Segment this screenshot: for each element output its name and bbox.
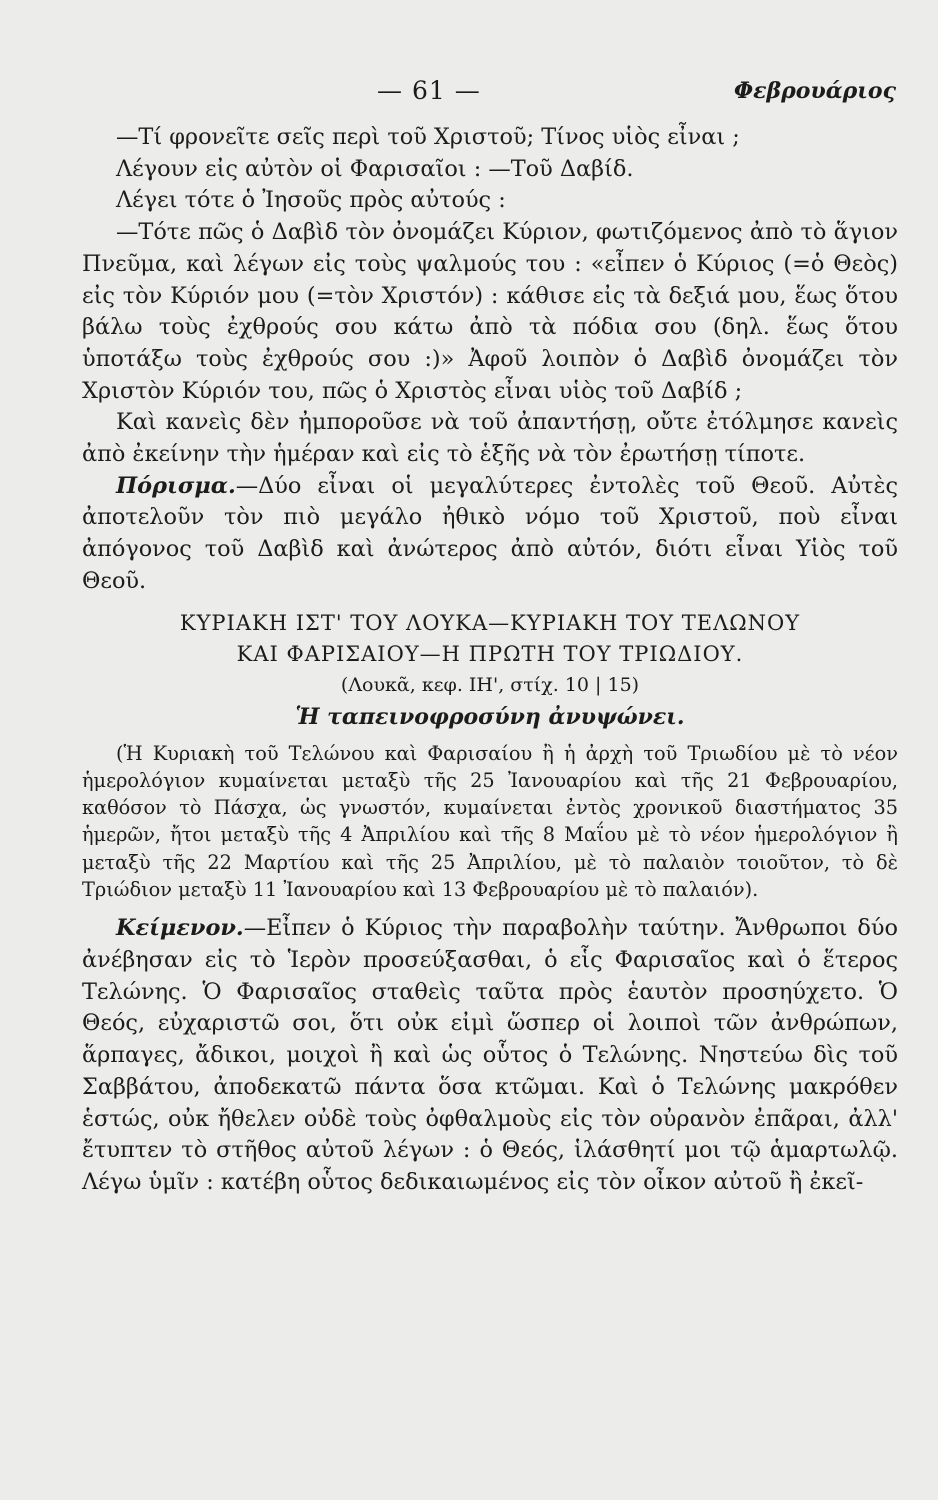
- running-head: Φεβρουάριος: [734, 78, 896, 104]
- keimenon-text: —Εἶπεν ὁ Κύριος τὴν παραβολὴν ταύτην. Ἄνθρωποι δύο ἀνέβησαν εἰς τὸ Ἱερὸν προσεύξασθαι, ὁ εἷς Φαρισαῖος καὶ ὁ ἕτερος Τελώνης. Ὁ Φαρισαῖος σταθεὶς ταῦτα πρὸς ἑαυτὸν προσηύχετο. Ὁ Θεός, εὐχαριστῶ σοι, ὅτι οὐκ εἰμὶ ὥσπερ οἱ λοιποὶ τῶν ἀνθρώπων, ἅρπαγες, ἄδικοι, μοιχοὶ ἢ καὶ ὡς οὗτος ὁ Τελώνης. Νηστεύω δὶς τοῦ Σαββάτου, ἀποδεκατῶ πάντα ὅσα κτῶμαι. Καὶ ὁ Τελώνης μακρόθεν ἑστώς, οὐκ ἤθελεν οὐδὲ τοὺς ὀφθαλμοὺς εἰς τὸν οὐρανὸν ἐπᾶραι, ἀλλ' ἔτυπτεν τὸ στῆθος αὐτοῦ λέγων : ὁ Θεός, ἱλάσθητί μοι τῷ ἁμαρτωλῷ. Λέγω ὑμῖν : κατέβη οὗτος δεδικαιωμένος εἰς τὸν οἶκον αὐτοῦ ἢ ἐκεῖ-: [82, 915, 898, 1195]
- paragraph-no-one-answered: Καὶ κανεὶς δὲν ἠμποροῦσε νὰ τοῦ ἀπαντήσῃ, οὔτε ἐτόλμησε κανεὶς ἀπὸ ἐκείνην τὴν ἡμέραν καὶ εἰς τὸ ἑξῆς νὰ τὸν ἐρωτήσῃ τίποτε.: [82, 409, 898, 468]
- paragraph-keimenon: [82, 913, 898, 1198]
- paragraph-david-psalm: —Τότε πῶς ὁ Δαβὶδ τὸν ὀνομάζει Κύριον, φωτιζόμενος ἀπὸ τὸ ἅγιον Πνεῦμα, καὶ λέγων εἰς τοὺς ψαλμούς του : «εἶπεν ὁ Κύριος (=ὁ Θεὸς) εἰς τὸν Κύριόν μου (=τὸν Χριστόν) : κάθισε εἰς τὰ δεξιά μου, ἕως ὅτου βάλω τοὺς ἐχθρούς σου κάτω ἀπὸ τὰ πόδια σου (δηλ. ἕως ὅτου ὑποτάξω τοὺς ἐχθρούς σου :)» Ἀφοῦ λοιπὸν ὁ Δαβὶδ ὀνομάζει τὸν Χριστὸν Κύριόν του, πῶς ὁ Χριστὸς εἶναι υἱὸς τοῦ Δαβίδ ;: [82, 219, 898, 404]
- paragraph-pharisees-answer: Λέγουν εἰς αὐτὸν οἱ Φαρισαῖοι : —Τοῦ Δαβίδ.: [116, 155, 634, 182]
- section-heading-line2: ΚΑΙ ΦΑΡΙΣΑΙΟΥ—Η ΠΡΩΤΗ ΤΟΥ ΤΡΙΩΔΙΟΥ.: [236, 641, 744, 666]
- section-reference: (Λουκᾶ, κεφ. ΙΗ', στίχ. 10 | 15): [340, 673, 640, 696]
- page-number: — 61 —: [377, 76, 481, 105]
- section-heading-line1: ΚΥΡΙΑΚΗ ΙΣΤ' ΤΟΥ ΛΟΥΚΑ—ΚΥΡΙΑΚΗ ΤΟΥ ΤΕΛΩΝΟΥ: [179, 610, 801, 635]
- porisma-text: —Δύο εἶναι οἱ μεγαλύτερες ἐντολὲς τοῦ Θεοῦ. Αὐτὲς ἀποτελοῦν τὸν πιὸ μεγάλο ἠθικὸ νόμο τοῦ Χριστοῦ, ποὺ εἶναι ἀπόγονος τοῦ Δαβὶδ καὶ ἀνώτερος ἀπὸ αὐτόν, διότι εἶναι Υἱὸς τοῦ Θεοῦ.: [82, 472, 898, 594]
- porisma-label: Πόρισμα.: [116, 472, 236, 499]
- paragraph-jesus-says: Λέγει τότε ὁ Ἰησοῦς πρὸς αὐτούς :: [116, 187, 506, 214]
- calendar-note: (Ἡ Κυριακὴ τοῦ Τελώνου καὶ Φαρισαίου ἢ ἡ ἀρχὴ τοῦ Τριωδίου μὲ τὸ νέον ἡμερολόγιον κυμαίνεται μεταξὺ τῆς 25 Ἰανουαρίου καὶ τῆς 21 Φεβρουαρίου, καθόσον τὸ Πάσχα, ὡς γνωστόν, κυμαίνεται ἐντὸς χρονικοῦ διαστήματος 35 ἡμερῶν, ἤτοι μεταξὺ τῆς 4 Ἀπριλίου καὶ τῆς 8 Μαΐου μὲ τὸ νέον ἡμερολόγιον ἢ μεταξὺ τῆς 22 Μαρτίου καὶ τῆς 25 Ἀπριλίου, μὲ τὸ παλαιὸν τοιοῦτον, τὸ δὲ Τριώδιον μεταξὺ 11 Ἰανουαρίου καὶ 13 Φεβρουαρίου μὲ τὸ παλαιόν).: [82, 741, 898, 902]
- paragraph-question: —Τί φρονεῖτε σεῖς περὶ τοῦ Χριστοῦ; Τίνος υἱὸς εἶναι ;: [116, 124, 740, 150]
- paragraph-porisma: [82, 471, 898, 598]
- section-subtitle: Ἡ ταπεινοφροσύνη ἀνυψώνει.: [295, 703, 685, 730]
- section-heading: [82, 608, 898, 670]
- page-header: [82, 76, 898, 122]
- page-body: [82, 122, 898, 1199]
- keimenon-label: Κείμενον.: [116, 915, 244, 942]
